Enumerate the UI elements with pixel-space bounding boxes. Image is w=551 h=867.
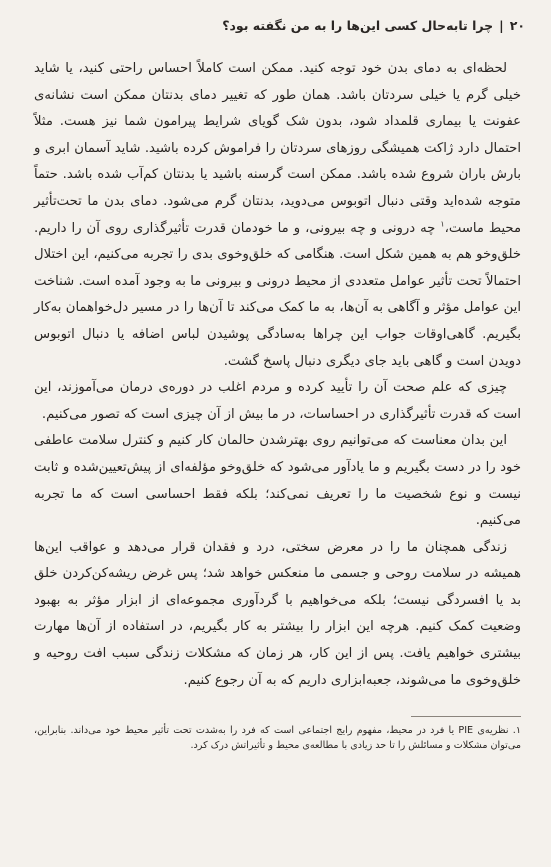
paragraph-1-head: لحظه‌ای به دمای بدن خود توجه کنید. ممکن است کاملاً احساس راحتی کنید، یا شاید خیلی گرم یا خیلی سردتان باشد. همان طور که تغییر دمای بدنتان ممکن است نشانه‌ی عفونت یا بیماری قلمداد شود، بدون شک گویای شرایط پیرامون شما نیز هست. مثلاً احتمال دارد ژاکت همیشگی روزهای سردتان را فراموش کرده باشید. شاید آسمان ابری و بارش باران شروع شده باشد. ممکن است گرسنه باشید یا بدنتان کم‌آب شده باشد. حتماً متوجه شده‌اید وقتی دنبال اتوبوس می‌دوید، بدنتان گرم می‌شود. دمای بدن ما تحت‌تأثیر محیط ماست،: [34, 61, 522, 236]
book-title: چرا تابه‌حال کسی این‌ها را به من نگفته بود؟: [222, 17, 494, 33]
paragraph-1: [34, 56, 521, 375]
footnote: ۱. نظریه‌ی PIE یا فرد در محیط، مفهوم رایج اجتماعی است که فرد را به‌شدت تحت تأثیر محیط خود می‌داند. بنابراین، می‌توان مشکلات و مسائلش را تا حد زیادی با مطالعه‌ی محیط و تأثیراتش درک کرد.: [34, 725, 521, 752]
paragraph-1-tail: چه درونی و چه بیرونی، و ما خودمان قدرت تأثیرگذاری روی آن را داریم. خلق‌وخو هم به همین شکل است. هنگامی که خلق‌وخوی بدی را تجربه می‌کنیم، این اختلال احتمالاً تحت تأثیر عوامل متعددی از محیط درونی و بیرونی ما به وجود آمده است. شناخت این عوامل مؤثر و آگاهی به آن‌ها، به ما کمک می‌کند تا آن‌ها را در مسیر دل‌خواهمان به‌کار بگیریم. گاهی‌اوقات جواب این چراها به‌سادگی پوشیدن لباس اضافه یا دنبال اتوبوس دویدن است و گاهی باید جای دیگری دنبال پاسخ گشت.: [34, 220, 521, 369]
footnote-reference: ۱: [440, 219, 445, 229]
paragraph-4: زندگی همچنان ما را در معرض سختی، درد و فقدان قرار می‌دهد و عواقب این‌ها همیشه در سلامت روحی و جسمی ما منعکس خواهد شد؛ پس غرض ریشه‌کن‌کردن خلق بد یا افسردگی نیست؛ بلکه می‌خواهیم با گردآوری مجموعه‌ای از ابزار مؤثر به بهبود وضعیت کمک کنیم. هرچه این ابزار را بیشتر به کار بگیریم، در استفاده از آن‌ها مهارت بیشتری خواهیم یافت. پس از این کار، هر زمان که مشکلات زندگی سبب افت روحیه و خلق‌وخوی ما می‌شوند، جعبه‌ابزاری داریم که به آن رجوع کنیم.: [34, 539, 521, 688]
paragraph-3: این بدان معناست که می‌توانیم روی بهترشدن حالمان کار کنیم و کنترل سلامت عاطفی خود را در دست بگیریم و ما یادآور می‌شود که خلق‌وخو مؤلفه‌ای از پیش‌تعیین‌شده و ثابت نیست و نوع شخصیت ما را تعریف نمی‌کند؛ بلکه فقط احساسی است که ما تجربه می‌کنیم.: [34, 433, 521, 529]
page-number: ۲۰: [509, 17, 525, 33]
body-text: [34, 56, 521, 694]
paragraph-2: چیزی که علم صحت آن را تأیید کرده و مردم اغلب در دوره‌ی درمان می‌آموزند، این است که قدرت تأثیرگذاری در احساسات، در ما بیش از آن چیزی است که تصور می‌کنیم.: [34, 380, 521, 422]
running-header: [34, 14, 525, 36]
header-separator: |: [499, 17, 504, 33]
footnote-divider: [411, 716, 521, 717]
